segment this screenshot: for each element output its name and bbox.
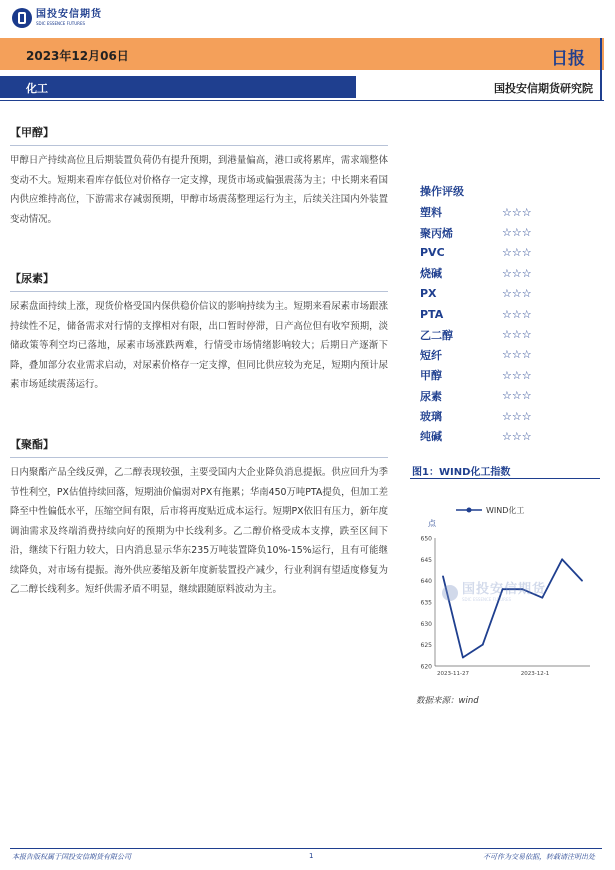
rating-row — [420, 386, 550, 406]
y-tick-label: 625 — [420, 642, 432, 650]
rating-product: 塑料 — [420, 206, 442, 220]
rating-product: 乙二醇 — [420, 328, 453, 342]
rating-stars: ☆☆☆ — [502, 368, 532, 382]
rating-row — [420, 365, 550, 385]
rating-stars: ☆☆☆ — [502, 287, 532, 301]
header-blue-bar — [0, 76, 356, 98]
section-polyester — [10, 436, 388, 600]
rating-row — [420, 304, 550, 324]
company-logo — [12, 8, 102, 28]
rating-row — [420, 243, 550, 263]
report-section: 化工 — [26, 82, 48, 95]
section-heading: 【聚酯】 — [10, 438, 54, 451]
rating-stars: ☆☆☆ — [502, 429, 532, 443]
rating-row — [420, 202, 550, 222]
section-body: 日内聚酯产品全线反弹，乙二醇表现较强，主要受国内大企业降负消息提振。供应回升为季节性利空，PX估值持续回落，短期油价偏弱对PX有拖累；华南450万吨PTA提负，但加工差降至中性偏低水平，压缩空间有限，后市将再度贴近成本运行。短期PX依旧有压力，新年度调油需求及终端消费持续向好的预期为中长线利多。乙二醇价格受成本支撑，跌至区间下沿，继续下行阻力较大，日内消息显示华东235万吨装置降负10%-15%运行，且有可能继续降负，对市场有提振。海外供应萎缩及新年度新装置投产减少，行业利润有望适度修复为乙二醇长线利多。短纤供需矛盾不明显，继续跟随原料波动为主。 — [10, 467, 388, 595]
header-divider — [0, 100, 604, 101]
rating-product: PTA — [420, 307, 444, 321]
legend-label: WIND化工 — [486, 506, 525, 515]
footer-disclaimer: 不可作为交易依据，转载请注明出处 — [483, 853, 595, 861]
logo-icon — [12, 8, 32, 28]
data-source: 数据来源：wind — [416, 696, 479, 706]
institute-name: 国投安信期货研究院 — [494, 82, 593, 95]
rating-stars: ☆☆☆ — [502, 389, 532, 403]
footer-copyright: 本报告版权属于国投安信期货有限公司 — [12, 853, 131, 861]
rating-product: 甲醇 — [420, 369, 442, 383]
data-point — [561, 558, 563, 560]
watermark — [442, 583, 546, 602]
watermark-text-cn: 国投安信期货 — [462, 582, 547, 597]
data-point — [462, 657, 464, 659]
rating-row — [420, 324, 550, 344]
x-tick-label: 2023-12-1 — [520, 671, 550, 677]
rating-title: 操作评级 — [420, 185, 464, 198]
rating-stars: ☆☆☆ — [502, 246, 532, 260]
section-divider — [10, 145, 388, 146]
figure-divider — [410, 478, 600, 479]
operation-rating — [420, 183, 550, 447]
rating-product: 纯碱 — [420, 430, 442, 444]
y-tick-label: 620 — [420, 663, 432, 671]
section-heading: 【甲醇】 — [10, 126, 54, 139]
y-tick-label: 635 — [420, 599, 432, 607]
logo-text-en: SDIC ESSENCE FUTURES — [36, 21, 86, 26]
rating-product: 烧碱 — [420, 267, 442, 281]
y-axis-label: 点 — [428, 519, 436, 528]
page-number: 1 — [309, 852, 314, 860]
section-heading: 【尿素】 — [10, 272, 54, 285]
watermark-logo-icon — [442, 585, 458, 601]
section-divider — [10, 457, 388, 458]
rating-product: PVC — [420, 246, 445, 260]
rating-row — [420, 284, 550, 304]
section-body: 尿素盘面持续上涨，现货价格受国内保供稳价信议的影响持续为主。短期来看尿素市场跟涨持续性不足，储备需求对行情的支撑相对有限，出口暂时停滞，日产高位但有收窄预期，淡储政策等利空均已落地，尿素市场涨跌两难，行情受市场情绪影响较大；后期日产逐渐下降，叠加部分农业需求启动，对尿素价格存一定支撑，但同比供应较为充足，短期内预计尿素市场延续震荡运行。 — [10, 301, 388, 390]
section-divider — [10, 291, 388, 292]
header-right-line — [600, 38, 602, 100]
y-tick-label: 650 — [420, 535, 432, 543]
rating-stars: ☆☆☆ — [502, 226, 532, 240]
rating-stars: ☆☆☆ — [502, 328, 532, 342]
report-date: 2023年12月06日 — [26, 49, 129, 63]
rating-stars: ☆☆☆ — [502, 205, 532, 219]
rating-stars: ☆☆☆ — [502, 409, 532, 423]
series-line — [443, 559, 582, 657]
report-type: 日报 — [551, 49, 585, 69]
rating-product: 尿素 — [420, 389, 442, 403]
rating-stars: ☆☆☆ — [502, 348, 532, 362]
x-tick-label: 2023-11-27 — [437, 671, 469, 677]
rating-product: 短纤 — [420, 348, 442, 362]
rating-stars: ☆☆☆ — [502, 266, 532, 280]
y-tick-label: 640 — [420, 578, 432, 586]
legend-marker — [467, 508, 472, 513]
data-point — [482, 644, 484, 646]
rating-product: 聚丙烯 — [420, 226, 453, 240]
rating-row — [420, 222, 550, 242]
data-point — [581, 580, 583, 582]
y-tick-label: 645 — [420, 556, 432, 564]
data-point — [442, 576, 444, 578]
rating-row — [420, 345, 550, 365]
rating-row — [420, 263, 550, 283]
section-methanol — [10, 124, 388, 229]
logo-text-cn: 国投安信期货 — [36, 9, 102, 20]
rating-product: 玻璃 — [420, 410, 442, 424]
section-body: 甲醇日产持续高位且后期装置负荷仍有提升预期，到港量偏高，港口或将累库，需求端整体变动不大。短期来看库存低位对价格存一定支撑，现货市场或偏强震荡为主；中长期来看国内供应维持高位，下游需求存减弱预期，甲醇市场震荡整理运行为主，后续关注国内外装置变动情况。 — [10, 155, 388, 225]
rating-stars: ☆☆☆ — [502, 307, 532, 321]
rating-product: PX — [420, 287, 437, 301]
figure-title: 图1：WIND化工指数 — [412, 467, 511, 478]
watermark-text-en: SDIC ESSENCE FUTURES — [462, 597, 512, 602]
rating-row — [420, 406, 550, 426]
section-urea — [10, 270, 388, 395]
footer-divider — [10, 848, 602, 849]
rating-row — [420, 426, 550, 446]
y-tick-label: 630 — [420, 620, 432, 628]
